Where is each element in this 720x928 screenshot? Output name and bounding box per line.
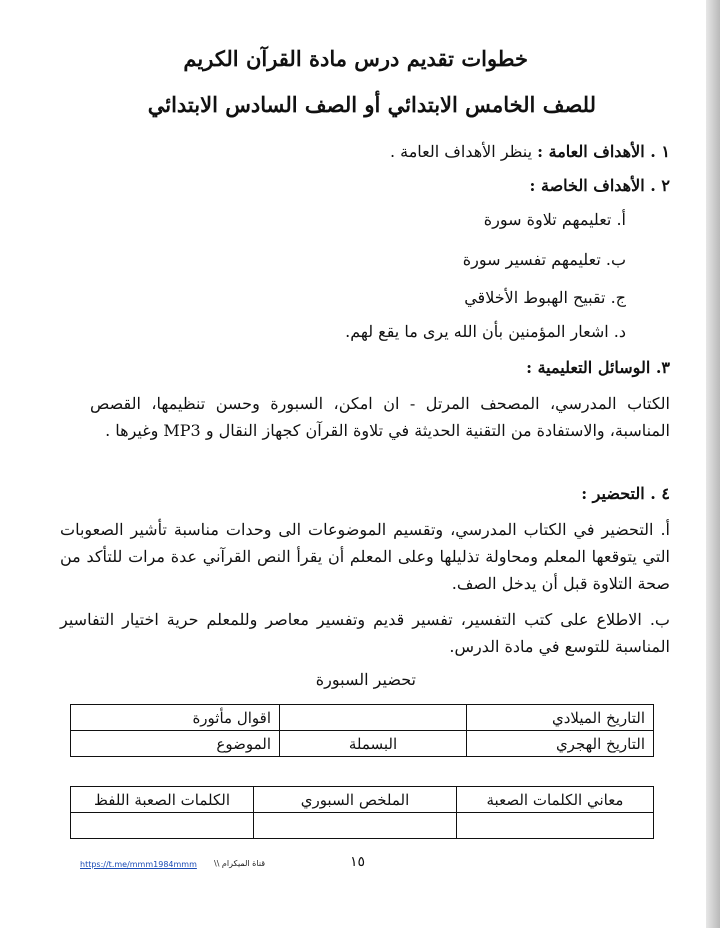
table-cell (254, 813, 457, 839)
table-row (71, 787, 654, 813)
table-cell: التاريخ الهجري (467, 731, 654, 757)
table-header-cell: الكلمات الصعبة اللفظ (71, 787, 254, 813)
teaching-aids-text: الكتاب المدرسي، المصحف المرتل - ان امكن، السبورة وحسن تنظيمها، القصص المناسبة، والاستفادة من التقنية الحديثة في تلاوة القرآن كجهاز النقال و MP3 وغيرها . (90, 394, 670, 440)
table-row (71, 731, 654, 757)
general-objectives-label: ١ . الأهداف العامة : (537, 142, 670, 161)
board-preparation-title: تحضير السبورة (315, 670, 416, 689)
table-cell (280, 705, 467, 731)
table-cell: البسملة (280, 731, 467, 757)
footer-channel-name: قناة الميكرام \\ (214, 859, 266, 868)
preparation-para-b: ب. الاطلاع على كتب التفسير، تفسير قديم وتفسير معاصر وللمعلم حرية اختيار التفاسير المناسبة للتوسع في مادة الدرس. (60, 610, 670, 656)
title-line-2: للصف الخامس الابتدائي أو الصف السادس الابتدائي (147, 92, 596, 117)
objective-d: د. اشعار المؤمنين بأن الله يرى ما يقع لهم. (345, 322, 626, 341)
table-cell: الموضوع (71, 731, 280, 757)
footer-telegram-link[interactable]: https://t.me/mmm1984mmm (80, 860, 197, 869)
objective-b: ب. تعليمهم تفسير سورة (462, 250, 626, 269)
title-line-1: خطوات تقديم درس مادة القرآن الكريم (183, 46, 528, 71)
general-objectives-line (390, 142, 670, 161)
board-table-2 (70, 786, 654, 839)
table-cell: التاريخ الميلادي (467, 705, 654, 731)
table-header-cell: الملخص السبوري (254, 787, 457, 813)
objective-c: ج. تقبيح الهبوط الأخلاقي (464, 288, 626, 307)
board-table-1 (70, 704, 654, 757)
page-number: ١٥ (350, 854, 366, 870)
table-row (71, 813, 654, 839)
specific-objectives-label: ٢ . الأهداف الخاصة : (529, 176, 670, 195)
table-cell (457, 813, 654, 839)
table-cell: اقوال مأثورة (71, 705, 280, 731)
page-edge-shadow (706, 0, 720, 928)
objective-a: أ. تعليمهم تلاوة سورة (483, 210, 626, 229)
table-header-cell: معاني الكلمات الصعبة (457, 787, 654, 813)
preparation-para-a: أ. التحضير في الكتاب المدرسي، وتقسيم الموضوعات الى وحدات مناسبة تأشير الصعوبات التي يتوقعها المعلم ومحاولة تذليلها وعلى المعلم أن يقرأ النص القرآني عدة مرات للتأكد من صحة التلاوة قبل أن يدخل الصف. (60, 520, 670, 593)
table-row (71, 705, 654, 731)
table-cell (71, 813, 254, 839)
general-objectives-text: ينظر الأهداف العامة . (389, 142, 538, 161)
preparation-label: ٤ . التحضير : (581, 484, 670, 503)
teaching-aids-label: ٣. الوسائل التعليمية : (526, 358, 670, 377)
